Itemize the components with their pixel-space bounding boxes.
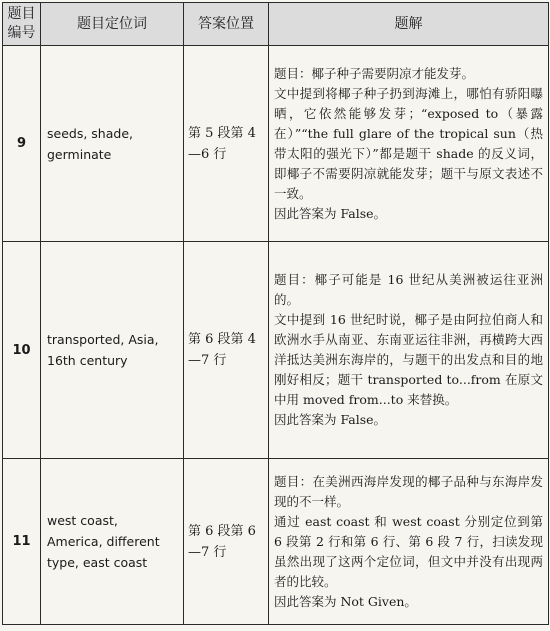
analysis-text: 通过 east coast 和 west coast 分别定位到第 6 段第 2 行和第 6 行、第 6 段 7 行，扫读发现虽然出现了这两个定位词，但文中并没有出现两者的比较。: [274, 513, 543, 589]
analysis-text: 文中提到 16 世纪时说，椰子是由阿拉伯商人和欧洲水手从南亚、东南亚运往非洲，再横跨大西洋抵达美洲东海岸的，与题干的出发点和目的地刚好相反；题干 transported to...from 在原文中用 moved from...to 来替换。: [274, 312, 543, 407]
question-restatement: 题目：椰子种子需要阴凉才能发芽。: [274, 65, 475, 81]
table-row: [3, 242, 549, 459]
question-number: 9: [3, 46, 41, 242]
keywords-cell: seeds, shade, germinate: [41, 46, 184, 242]
header-row: [3, 3, 549, 46]
location-cell: 第 5 段第 4—6 行: [184, 46, 269, 242]
question-restatement: 题目：在美洲西海岸发现的椰子品种与东海岸发现的不一样。: [274, 473, 543, 509]
answer-text: 因此答案为 False。: [274, 412, 387, 427]
question-number: 10: [3, 242, 41, 459]
location-cell: 第 6 段第 6—7 行: [184, 459, 269, 625]
header-keywords: 题目定位词: [41, 3, 184, 46]
answer-text: 因此答案为 False。: [274, 205, 387, 221]
question-restatement: 题目：椰子可能是 16 世纪从美洲被运往亚洲的。: [274, 272, 543, 307]
location-cell: 第 6 段第 4—7 行: [184, 242, 269, 459]
explanation-cell: [269, 459, 549, 625]
explanation-cell: [269, 242, 549, 459]
header-explanation: 题解: [269, 3, 549, 46]
header-question-number: 题目编号: [3, 3, 41, 46]
table-row: [3, 46, 549, 242]
keywords-cell: transported, Asia, 16th century: [41, 242, 184, 459]
explanation-cell: [269, 46, 549, 242]
question-number: 11: [3, 459, 41, 625]
answer-table: [2, 2, 549, 625]
table-row: [3, 459, 549, 625]
keywords-cell: west coast, America, different type, east coast: [41, 459, 184, 625]
answer-text: 因此答案为 Not Given。: [274, 593, 417, 609]
header-answer-location: 答案位置: [184, 3, 269, 46]
analysis-text: 文中提到将椰子种子扔到海滩上，哪怕有骄阳曝晒，它依然能够发芽；“exposed to（暴露在）”“the full glare of the tropical sun（热带太阳的强光下）”都是题干 shade 的反义词，即椰子不需要阴凉就能发芽；题干与原文表述不一致。: [274, 85, 543, 201]
